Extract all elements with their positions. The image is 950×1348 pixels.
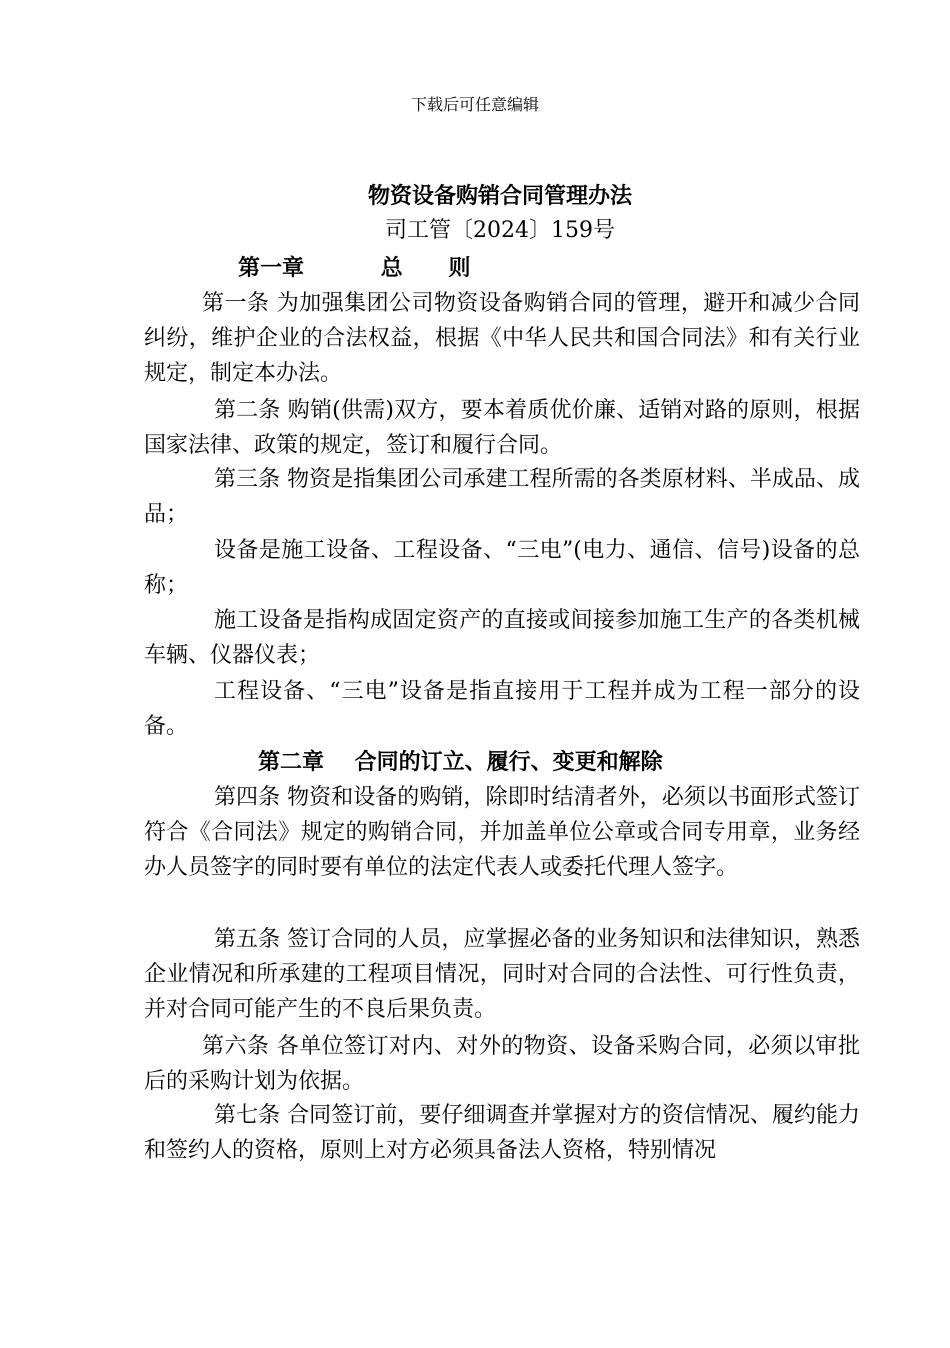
article-3 [144,462,860,532]
article-7-text: 第七条 合同签订前，要仔细调查并掌握对方的资信情况、履约能力和签约人的资格，原则上对方必须具备法人资格，特别情况 [144,1103,860,1163]
article-4-text: 第四条 物资和设备的购销，除即时结清者外，必须以书面形式签订符合《合同法》规定的购销合同，并加盖单位公章或合同专用章，业务经办人员签字的同时要有单位的法定代表人或委托代理人签字。 [144,785,860,880]
article-3-construction-equipment [144,603,860,673]
article-1 [144,286,860,391]
article-3-equipment-text: 设备是施工设备、工程设备、“三电”(电力、通信、信号)设备的总称； [144,538,860,598]
article-7 [144,1098,860,1168]
article-3-text: 第三条 物资是指集团公司承建工程所需的各类原材料、半成品、成品； [144,467,860,527]
article-5 [144,922,860,1027]
article-3-equipment [144,533,860,603]
article-2-text: 第二条 购销(供需)双方，要本着质优价廉、适销对路的原则，根据国家法律、政策的规定，签订和履行合同。 [144,398,860,458]
article-4 [144,780,860,885]
document-number: 司工管〔2024〕159号 [385,218,615,243]
document-title: 物资设备购销合同管理办法 [367,183,632,209]
article-3-engineering-equipment-text: 工程设备、“三电”设备是指直接用于工程并成为工程一部分的设备。 [144,679,860,739]
article-3-engineering-equipment [144,674,860,744]
article-2 [144,393,860,463]
header-note: 下载后可任意编辑 [410,95,539,114]
chapter-2-heading: 第二章 合同的订立、履行、变更和解除 [258,749,663,775]
article-6-text: 第六条 各单位签订对内、对外的物资、设备采购合同，必须以审批后的采购计划为依据。 [144,1034,860,1094]
article-1-text: 第一条 为加强集团公司物资设备购销合同的管理，避开和减少合同纠纷，维护企业的合法权益，根据《中华人民共和国合同法》和有关行业规定，制定本办法。 [144,291,860,386]
article-3-construction-equipment-text: 施工设备是指构成固定资产的直接或间接参加施工生产的各类机械车辆、仪器仪表； [144,608,860,668]
article-5-text: 第五条 签订合同的人员，应掌握必备的业务知识和法律知识，熟悉企业情况和所承建的工程项目情况，同时对合同的合法性、可行性负责，并对合同可能产生的不良后果负责。 [144,927,860,1022]
article-6 [144,1029,860,1099]
chapter-1-heading: 第一章 总 则 [238,255,471,281]
